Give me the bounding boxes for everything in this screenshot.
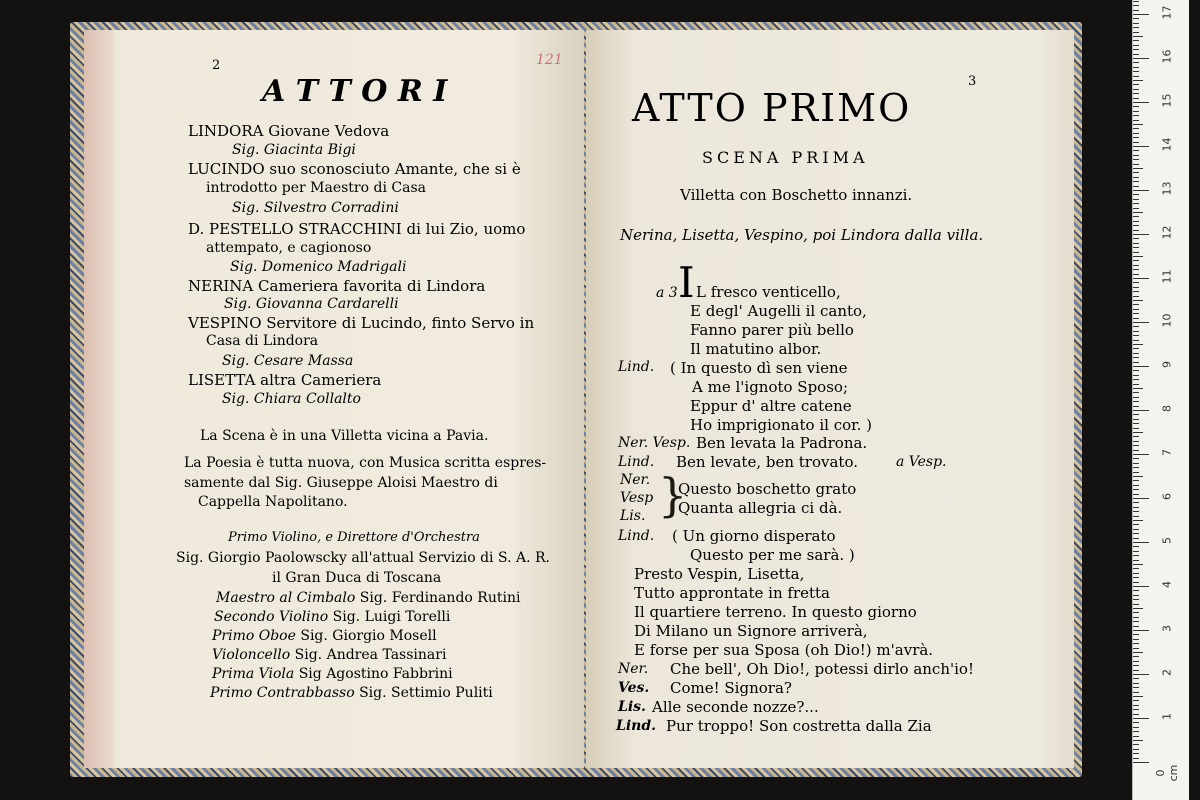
ruler-tick [1133,322,1149,323]
ruler-tick [1133,612,1139,613]
poetry-note-line3: Cappella Napolitano. [198,494,348,510]
verse-line: Presto Vespin, Lisetta, [634,565,805,583]
ruler-tick [1133,71,1139,72]
ruler-tick [1133,480,1139,481]
ruler-tick [1133,111,1139,112]
ruler-tick [1133,194,1139,195]
ruler-tick [1133,36,1143,37]
ruler-tick [1133,467,1139,468]
ruler-number: 8 [1160,405,1174,412]
ruler-tick [1133,45,1139,46]
ruler-tick [1133,533,1139,534]
brace-glyph: } [658,468,688,522]
ruler-tick [1133,282,1139,283]
ruler-tick [1133,551,1139,552]
speaker-label: Lind. [618,528,655,544]
cast-role-lucindo: LUCINDO suo sconosciuto Amante, che si è [188,160,521,178]
ruler-tick [1133,458,1139,459]
ruler-tick [1133,630,1149,631]
ruler-tick [1133,318,1139,319]
ruler-tick [1133,362,1139,363]
ruler-number: 2 [1160,669,1174,676]
ruler-tick [1133,538,1139,539]
speaker-label: Ner. [618,661,649,677]
ruler-tick [1133,423,1139,424]
ruler-tick [1133,256,1143,257]
ruler-tick [1133,375,1139,376]
cast-role-lucindo-cont: introdotto per Maestro di Casa [206,180,426,196]
ruler-tick [1133,450,1139,451]
ruler-tick [1133,639,1139,640]
ruler-tick [1133,326,1139,327]
ruler-tick [1133,278,1149,279]
speaker-label: Lind. [618,359,655,375]
ruler-number: 12 [1160,225,1174,240]
cast-actor-nerina: Sig. Giovanna Cardarelli [224,296,399,312]
ruler-tick [1133,705,1139,706]
ruler-tick [1133,159,1139,160]
ruler-tick [1133,133,1139,134]
verse-line: ( In questo dì sen viene [670,359,848,377]
cast-actor-lisetta: Sig. Chiara Collalto [222,391,361,407]
ruler-tick [1133,753,1139,754]
verse-line: L fresco venticello, [696,283,841,301]
ruler-tick [1133,564,1143,565]
ruler-tick [1133,58,1149,59]
ruler-tick [1133,304,1139,305]
ruler-tick [1133,436,1139,437]
ruler-tick [1133,76,1139,77]
ruler-tick [1133,287,1139,288]
ruler-tick [1133,172,1139,173]
ruler-tick [1133,494,1139,495]
ruler-tick [1133,269,1139,270]
ruler-tick [1133,485,1139,486]
ruler-number: 6 [1160,493,1174,500]
ruler-tick [1133,93,1139,94]
ruler-tick [1133,397,1139,398]
verse-line: Tutto approntate in fretta [634,584,830,602]
ruler-tick [1133,560,1139,561]
ruler-tick [1133,102,1149,103]
ruler-tick [1133,291,1139,292]
drop-cap: I [678,258,695,307]
ruler-tick [1133,67,1139,68]
ruler-tick [1133,608,1143,609]
ruler-tick [1133,89,1139,90]
orchestra-player: Primo Oboe Sig. Giorgio Mosell [212,628,437,644]
ruler-number: 5 [1160,537,1174,544]
ruler-tick [1133,32,1139,33]
verse-line: Che bell', Oh Dio!, potessi dirlo anch'io! [670,660,974,678]
ruler-tick [1133,410,1149,411]
verse-line: Ben levata la Padrona. [696,434,868,452]
ruler-tick [1133,274,1139,275]
ruler-tick [1133,489,1139,490]
ruler-tick [1133,18,1139,19]
cast-role-nerina: NERINA Cameriera favorita di Lindora [188,277,486,295]
ruler-tick [1133,516,1139,517]
ruler-tick [1133,595,1139,596]
cast-role-pestello-cont: attempato, e cagionoso [206,240,372,256]
ruler-tick [1133,401,1139,402]
scene-location: La Scena è in una Villetta vicina a Pavia. [200,428,489,444]
ruler-tick [1133,296,1139,297]
ruler-tick [1133,120,1139,121]
ruler-tick [1133,687,1139,688]
ruler-tick [1133,617,1139,618]
ruler-tick [1133,643,1139,644]
ruler-tick [1133,49,1139,50]
verse-line: Il quartiere terreno. In questo giorno [634,603,917,621]
ruler-tick [1133,656,1139,657]
orchestra-player: Violoncello Sig. Andrea Tassinari [212,647,447,663]
cast-actor-lindora: Sig. Giacinta Bigi [232,142,356,158]
ruler-tick [1133,621,1139,622]
ruler-tick [1133,648,1139,649]
ruler-tick [1133,762,1149,763]
ruler-number: 15 [1160,93,1174,108]
verse-line: Fanno parer più bello [690,321,854,339]
ruler-tick [1133,23,1139,24]
page-edge-stain [84,30,114,768]
ruler-tick [1133,247,1139,248]
ruler-tick [1133,507,1139,508]
ruler-tick [1133,573,1139,574]
ruler-tick [1133,524,1139,525]
ruler-number: 1 [1160,713,1174,720]
ruler-tick [1133,203,1139,204]
ruler-tick [1133,520,1143,521]
ruler-tick [1133,1,1139,2]
speaker-label: Vesp [620,490,654,506]
orchestra-player: Prima Viola Sig Agostino Fabbrini [212,666,453,682]
ruler-tick [1133,146,1149,147]
ruler-tick [1133,555,1139,556]
ruler-tick [1133,542,1149,543]
ruler-tick [1133,225,1139,226]
ruler-tick [1133,744,1139,745]
ruler-tick [1133,181,1139,182]
ruler-tick [1133,590,1139,591]
ruler-tick [1133,511,1139,512]
ruler-tick [1133,568,1139,569]
ruler-tick [1133,370,1139,371]
orchestra-header: Primo Violino, e Direttore d'Orchestra [228,530,480,545]
ruler-tick [1133,392,1139,393]
cast-actor-vespino: Sig. Cesare Massa [222,353,354,369]
cast-role-lindora: LINDORA Giovane Vedova [188,122,390,140]
ruler-tick [1133,700,1139,701]
ruler-tick [1133,696,1143,697]
ruler-tick [1133,678,1139,679]
ruler-tick [1133,357,1139,358]
ruler-tick [1133,164,1139,165]
ruler-tick [1133,313,1139,314]
ruler-tick [1133,428,1139,429]
verse-line: E forse per sua Sposa (oh Dio!) m'avrà. [634,641,934,659]
ruler-tick [1133,414,1139,415]
ruler-tick [1133,406,1139,407]
ruler-tick [1133,168,1143,169]
ruler-tick [1133,14,1149,15]
ruler-tick [1133,634,1139,635]
ruler-tick [1133,665,1139,666]
ruler-tick [1133,186,1139,187]
ruler-tick [1133,243,1139,244]
cast-title: A T T O R I [262,74,448,109]
ruler-tick [1133,137,1139,138]
scene-setting: Villetta con Boschetto innanzi. [680,186,913,204]
ruler-tick [1133,128,1139,129]
ruler-tick [1133,454,1149,455]
ruler-tick [1133,736,1139,737]
ruler-tick [1133,366,1149,367]
ruler-tick [1133,749,1139,750]
ruler-tick [1133,718,1149,719]
ruler-unit-label: 0 cm [1154,764,1180,782]
ruler-number: 3 [1160,625,1174,632]
ruler-tick [1133,124,1143,125]
ruler-number: 11 [1160,269,1174,284]
ruler-tick [1133,502,1139,503]
ruler-number: 7 [1160,449,1174,456]
ruler-tick [1133,331,1139,332]
ruler-tick [1133,234,1149,235]
scene-title: SCENA PRIMA [702,148,869,167]
ruler-tick [1133,626,1139,627]
ruler-tick [1133,652,1143,653]
scene-characters: Nerina, Lisetta, Vespino, poi Lindora dalla villa. [620,226,984,244]
cast-actor-pestello: Sig. Domenico Madrigali [230,259,407,275]
ruler-number: 14 [1160,137,1174,152]
verse-line: Il matutino albor. [690,340,822,358]
ruler-tick [1133,709,1139,710]
cast-role-lisetta: LISETTA altra Cameriera [188,371,382,389]
ruler-number: 9 [1160,361,1174,368]
ruler-tick [1133,155,1139,156]
ruler-tick [1133,40,1139,41]
ruler-tick [1133,260,1139,261]
ruler-number: 16 [1160,49,1174,64]
verse-line: A me l'ignoto Sposo; [692,378,848,396]
ruler-tick [1133,252,1139,253]
ruler-tick [1133,582,1139,583]
ruler-tick [1133,727,1139,728]
left-page-number: 2 [212,58,221,73]
right-page-number: 3 [968,74,977,89]
ruler-tick [1133,604,1139,605]
verse-line: Alle seconde nozze?... [652,698,819,716]
ruler-tick [1133,150,1139,151]
ruler-tick [1133,84,1139,85]
orchestra-director-cont: il Gran Duca di Toscana [272,570,442,586]
ruler-tick [1133,731,1139,732]
ruler-tick [1133,463,1139,464]
orchestra-player: Maestro al Cimbalo Sig. Ferdinando Rutini [216,590,521,606]
ruler-tick [1133,758,1139,759]
verse-line: Come! Signora? [670,679,792,697]
ruler-tick [1133,190,1149,191]
verse-line: Ho imprigionato il cor. ) [690,416,873,434]
ruler-tick [1133,577,1139,578]
verse-line: Di Milano un Signore arriverà, [634,622,868,640]
ruler-tick [1133,212,1143,213]
verse-line: Questo per me sarà. ) [690,546,855,564]
ruler-tick [1133,379,1139,380]
ruler-tick [1133,661,1139,662]
ruler-tick [1133,722,1139,723]
ruler-tick [1133,353,1139,354]
ruler-tick [1133,177,1139,178]
ruler-tick [1133,348,1139,349]
ruler-tick [1133,54,1139,55]
ruler-tick [1133,221,1139,222]
ruler-tick [1133,208,1139,209]
ruler-tick [1133,238,1139,239]
ruler-tick [1133,546,1139,547]
ruler-tick [1133,740,1143,741]
ruler-tick [1133,340,1139,341]
ruler-tick [1133,674,1149,675]
speaker-label: Lis. [620,508,646,524]
stage-direction: a Vesp. [896,454,947,470]
ruler-tick [1133,445,1139,446]
cast-role-vespino-cont: Casa di Lindora [206,333,319,349]
ruler-tick [1133,476,1143,477]
speaker-label: Ner. Vesp. [618,435,691,451]
speaker-label: Lind. [616,718,657,734]
ruler-tick [1133,599,1139,600]
ruler-tick [1133,529,1139,530]
verse-line: Questo boschetto grato [678,480,857,498]
ruler-tick [1133,106,1139,107]
ruler-tick [1133,388,1143,389]
ruler-number: 17 [1160,5,1174,20]
speaker-label: Ner. [620,472,651,488]
ruler-tick [1133,300,1143,301]
ruler-tick [1133,10,1139,11]
ruler-tick [1133,230,1139,231]
ruler-tick [1133,142,1139,143]
ruler-tick [1133,384,1139,385]
ruler-tick [1133,80,1143,81]
verse-line: Ben levate, ben trovato. [676,453,858,471]
measurement-ruler [1132,0,1189,800]
verse-line: Eppur d' altre catene [690,397,852,415]
ruler-number: 13 [1160,181,1174,196]
ruler-tick [1133,498,1149,499]
orchestra-player: Primo Contrabbasso Sig. Settimio Puliti [210,685,493,701]
ruler-tick [1133,98,1139,99]
ruler-tick [1133,683,1139,684]
ruler-tick [1133,309,1139,310]
ruler-tick [1133,216,1139,217]
cast-actor-lucindo: Sig. Silvestro Corradini [232,200,399,216]
ruler-tick [1133,472,1139,473]
ruler-tick [1133,115,1139,116]
ruler-tick [1133,265,1139,266]
ruler-tick [1133,199,1139,200]
verse-line: ( Un giorno disperato [672,527,836,545]
verse-line: Pur troppo! Son costretta dalla Zia [666,717,932,735]
ruler-tick [1133,5,1139,6]
cast-role-pestello: D. PESTELLO STRACCHINI di lui Zio, uomo [188,220,526,238]
act-title: ATTO PRIMO [632,86,912,130]
ruler-tick [1133,441,1139,442]
ruler-tick [1133,714,1139,715]
speaker-label: Lis. [618,699,646,715]
ruler-tick [1133,62,1139,63]
ruler-tick [1133,432,1143,433]
ruler-tick [1133,27,1139,28]
ruler-tick [1133,692,1139,693]
ruler-tick [1133,335,1139,336]
ruler-number: 10 [1160,313,1174,328]
verse-line: Quanta allegria ci dà. [678,499,843,517]
speaker-label: a 3 [656,285,678,301]
speaker-label: Lind. [618,454,655,470]
orchestra-director: Sig. Giorgio Paolowscky all'attual Servizio di S. A. R. [176,550,550,566]
ruler-tick [1133,586,1149,587]
library-stamp: 121 [536,52,563,68]
poetry-note-line1: La Poesia è tutta nuova, con Musica scritta espres- [184,455,547,471]
ruler-tick [1133,344,1143,345]
poetry-note-line2: samente dal Sig. Giuseppe Aloisi Maestro di [184,475,498,491]
ruler-number: 4 [1160,581,1174,588]
ruler-tick [1133,419,1139,420]
ruler-tick [1133,670,1139,671]
orchestra-player: Secondo Violino Sig. Luigi Torelli [214,609,451,625]
speaker-label: Ves. [618,680,650,696]
cast-role-vespino: VESPINO Servitore di Lucindo, finto Servo in [188,314,535,332]
verse-line: E degl' Augelli il canto, [690,302,867,320]
